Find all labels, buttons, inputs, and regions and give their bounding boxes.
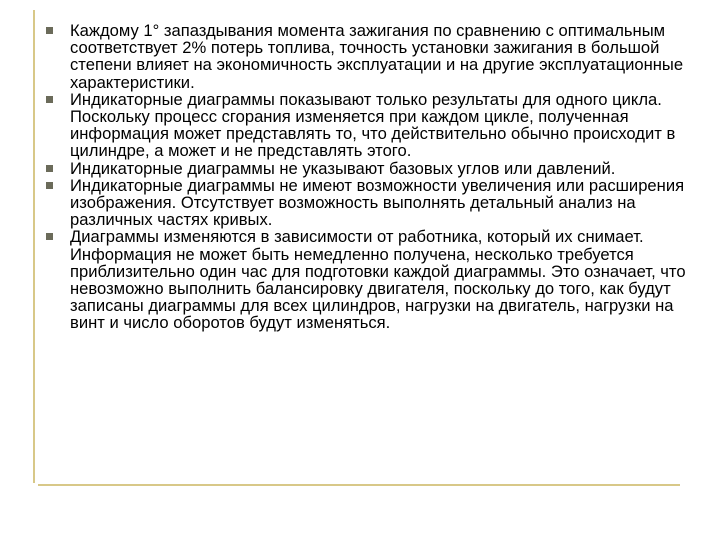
square-bullet-icon — [46, 96, 53, 103]
bullet-text: Диаграммы изменяются в зависимости от работника, который их снимает. Информация не может быть немедленно получена, несколько требуется приблизительно один час для подготовки каждой диаграммы. Это означает, что невозможно выполнить балансировку двигателя, поскольку до того, как будут записаны диаграммы для всех цилиндров, нагрузки на двигатель, нагрузки на винт и число оборотов будут изменяться. — [70, 227, 686, 333]
bullet-item — [40, 22, 690, 91]
bullet-text: Каждому 1° запаздывания момента зажигания по сравнению с оптимальным соответствует 2% потерь топлива, точность установки зажигания в большой степени влияет на экономичность эксплуатации и на другие эксплуатационные характеристики. — [70, 21, 684, 92]
left-decorative-rule — [33, 10, 35, 483]
bullet-list — [40, 22, 690, 332]
bullet-item — [40, 228, 690, 331]
square-bullet-icon — [46, 182, 53, 189]
bullet-text: Индикаторные диаграммы не имеют возможности увеличения или расширения изображения. Отсутствует возможность выполнять детальный анализ на различных частях кривых. — [70, 175, 685, 230]
square-bullet-icon — [46, 165, 53, 172]
square-bullet-icon — [46, 27, 53, 34]
bullet-item — [40, 160, 690, 177]
bullet-text: Индикаторные диаграммы не указывают базовых углов или давлений. — [70, 158, 616, 178]
bullet-item — [40, 91, 690, 160]
bullet-item — [40, 177, 690, 229]
bottom-decorative-rule — [38, 484, 680, 486]
square-bullet-icon — [46, 233, 53, 240]
bullet-text: Индикаторные диаграммы показывают только результаты для одного цикла. Поскольку процесс сгорания изменяется при каждом цикле, полученная информация может представлять то, что действительно обычно происходит в цилиндре, а может и не представлять этого. — [70, 89, 676, 161]
